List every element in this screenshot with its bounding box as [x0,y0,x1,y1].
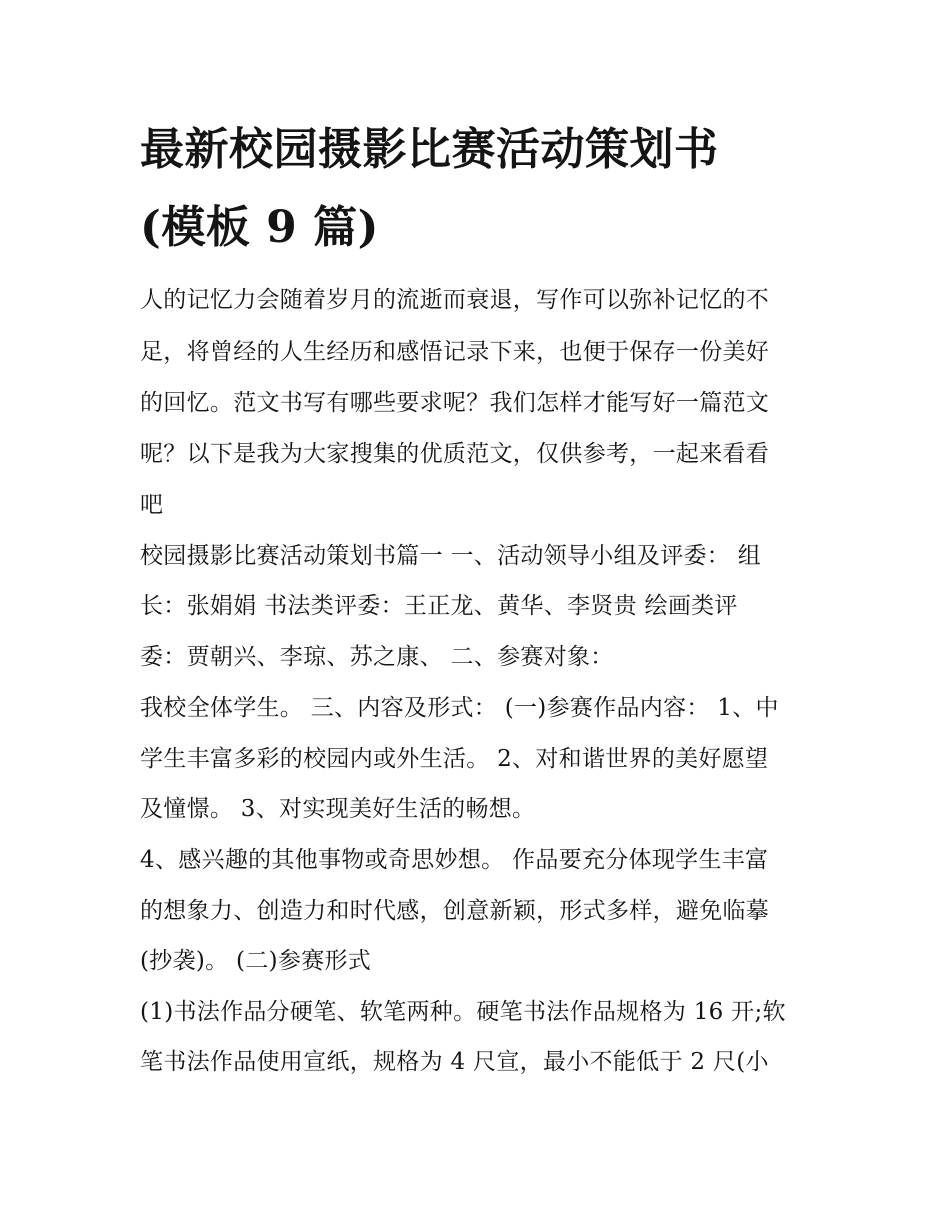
paragraph-line: 及憧憬。 3、对实现美好生活的畅想。 [140,796,536,822]
paragraph-line: 我校全体学生。 三、内容及形式： (一)参赛作品内容： 1、中 [140,695,779,721]
paragraph-line: 吧 [140,492,164,518]
document-title-line-2: (模板 9 篇) [140,202,379,253]
paragraph-line: 委：贾朝兴、李琼、苏之康、 二、参赛对象： [140,644,614,670]
paragraph-line: (抄袭)。 (二)参赛形式 [140,948,372,974]
paragraph-line: 的回忆。范文书写有哪些要求呢？我们怎样才能写好一篇范文 [140,390,770,416]
paragraph-line: 呢？以下是我为大家搜集的优质范文，仅供参考，一起来看看 [140,441,770,467]
paragraph-line: 校园摄影比赛活动策划书篇一 一、活动领导小组及评委： 组 [140,543,762,569]
paragraph-line: 人的记忆力会随着岁月的流逝而衰退，写作可以弥补记忆的不 [140,287,770,313]
paragraph-line: 笔书法作品使用宣纸，规格为 4 尺宣，最小不能低于 2 尺(小 [140,1049,769,1075]
document-title-line-1: 最新校园摄影比赛活动策划书 [140,124,719,175]
paragraph-line: 的想象力、创造力和时代感，创意新颖，形式多样，避免临摹 [140,898,770,924]
paragraph-line: (1)书法作品分硬笔、软笔两种。硬笔书法作品规格为 16 开;软 [140,999,786,1025]
paragraph-line: 足，将曾经的人生经历和感悟记录下来，也便于保存一份美好 [140,339,770,365]
paragraph-line: 4、感兴趣的其他事物或奇思妙想。 作品要充分体现学生丰富 [140,847,769,873]
paragraph-line: 学生丰富多彩的校园内或外生活。 2、对和谐世界的美好愿望 [140,746,769,772]
paragraph-line: 长：张娟娟 书法类评委：王正龙、黄华、李贤贵 绘画类评 [140,593,738,619]
